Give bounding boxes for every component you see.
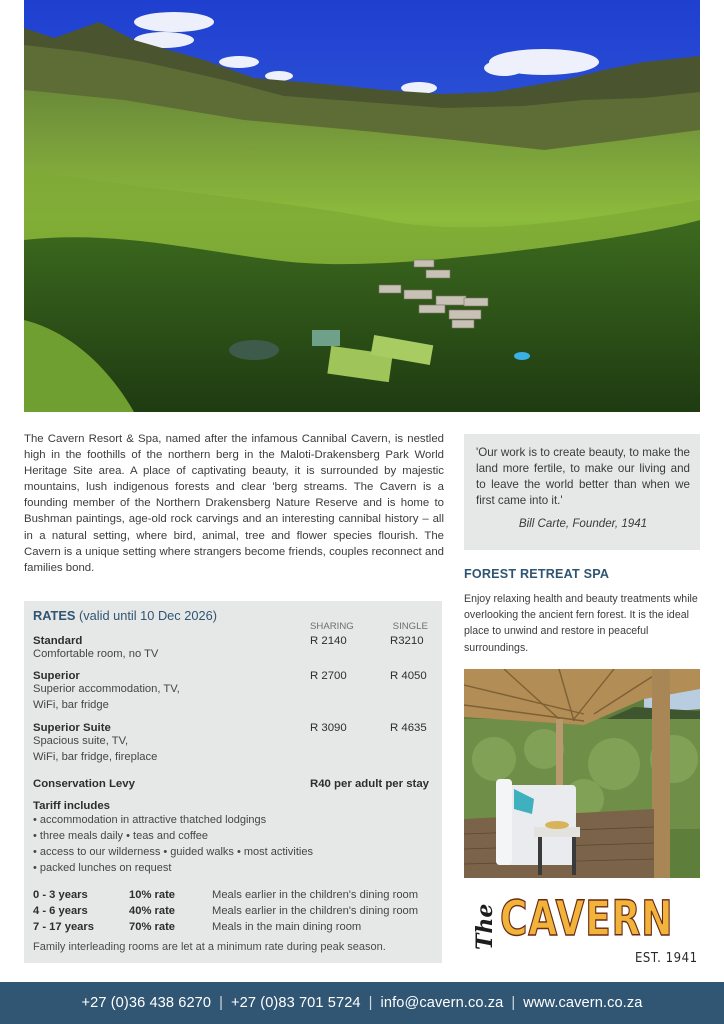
child-age: 4 - 6 years xyxy=(33,905,88,917)
footer-separator: | xyxy=(219,995,224,1011)
rates-footnote: Family interleading rooms are let at a minimum rate during peak season. xyxy=(33,941,386,953)
phone-2-link[interactable]: +27 (0)83 701 5724 xyxy=(231,995,361,1011)
child-note: Meals earlier in the children's dining room xyxy=(212,905,419,917)
tariff-includes xyxy=(33,800,433,876)
room-row xyxy=(33,635,433,663)
founder-quote-box xyxy=(464,434,700,550)
spa-heading: FOREST RETREAT SPA xyxy=(464,567,610,581)
room-name: Superior Suite xyxy=(33,722,111,734)
tariff-item: • access to our wilderness • guided walks • most activities xyxy=(33,846,313,858)
price-sharing: R 2140 xyxy=(310,635,347,647)
footer-separator: | xyxy=(368,995,373,1011)
tariff-item: • three meals daily • teas and coffee xyxy=(33,830,209,842)
spa-deck-illustration xyxy=(464,669,700,878)
spa-photo xyxy=(464,669,700,878)
contact-footer xyxy=(0,982,724,1024)
room-description: Spacious suite, TV, xyxy=(33,735,129,747)
column-header-sharing: SHARING xyxy=(310,621,354,632)
room-row xyxy=(33,670,433,713)
room-name: Superior xyxy=(33,670,80,682)
tariff-title: Tariff includes xyxy=(33,800,111,812)
hero-landscape-illustration xyxy=(24,0,700,412)
rates-panel xyxy=(24,601,442,963)
quote-text: 'Our work is to create beauty, to make the land more fertile, to make our living and to leave the world better than when we first came into it.' xyxy=(476,446,690,507)
room-name: Standard xyxy=(33,635,83,647)
price-sharing: R 2700 xyxy=(310,670,347,682)
child-age: 0 - 3 years xyxy=(33,889,88,901)
phone-1-link[interactable]: +27 (0)36 438 6270 xyxy=(81,995,212,1011)
column-header-single: SINGLE xyxy=(392,621,428,632)
child-note: Meals earlier in the children's dining room xyxy=(212,889,419,901)
price-sharing: R 3090 xyxy=(310,722,347,734)
room-row xyxy=(33,722,433,765)
child-age: 7 - 17 years xyxy=(33,921,94,933)
email-link[interactable]: info@cavern.co.za xyxy=(380,995,504,1011)
footer-separator: | xyxy=(511,995,516,1011)
room-description: Comfortable room, no TV xyxy=(33,648,159,660)
quote-attribution: Bill Carte, Founder, 1941 xyxy=(518,517,648,530)
child-note: Meals in the main dining room xyxy=(212,921,362,933)
tariff-item: • packed lunches on request xyxy=(33,862,172,874)
tariff-item: • accommodation in attractive thatched lodgings xyxy=(33,814,267,826)
levy-label: Conservation Levy xyxy=(33,778,135,790)
hero-photo xyxy=(24,0,700,412)
rates-column-headers xyxy=(310,621,428,632)
price-single: R3210 xyxy=(390,635,424,647)
spa-description: Enjoy relaxing health and beauty treatments while overlooking the ancient fern forest. It is the ideal place to unwind and restore in peaceful surroundings. xyxy=(464,593,698,654)
logo-established: EST. 1941 xyxy=(635,951,698,966)
room-description-line2: WiFi, bar fridge xyxy=(33,698,109,711)
rates-title: RATES xyxy=(33,608,76,623)
logo-wordmark: CAVERN xyxy=(500,891,674,947)
child-rate: 10% rate xyxy=(129,889,176,901)
logo-the-script: The xyxy=(472,903,498,950)
price-single: R 4050 xyxy=(390,670,427,682)
rates-validity: (valid until 10 Dec 2026) xyxy=(78,608,217,623)
intro-paragraph: The Cavern Resort & Spa, named after the infamous Cannibal Cavern, is nestled high in the foothills of the northern berg in the Maloti-Drakensberg Park World Heritage Site area. A place of captivating beauty, it is surrounded by majestic mountains, lush indigenous forests and clear 'berg streams. The Cavern is a founding member of the Northern Drakensberg Nature Reserve and is home to Bushman paintings, age-old rock carvings and an interesting cannibal history – all in a natural setting, where bird, animal, tree and flower species flourish. The Cavern is a unique setting where strangers become friends, couples reconnect and families bond. xyxy=(24,433,444,574)
website-link[interactable]: www.cavern.co.za xyxy=(523,995,643,1011)
room-description-line2: WiFi, bar fridge, fireplace xyxy=(33,750,158,763)
levy-value: R40 per adult per stay xyxy=(310,778,430,790)
room-description: Superior accommodation, TV, xyxy=(33,683,180,695)
child-rate: 70% rate xyxy=(129,921,176,933)
child-rate: 40% rate xyxy=(129,905,176,917)
conservation-levy-row xyxy=(33,778,433,790)
cavern-logo xyxy=(466,890,702,972)
price-single: R 4635 xyxy=(390,722,427,734)
